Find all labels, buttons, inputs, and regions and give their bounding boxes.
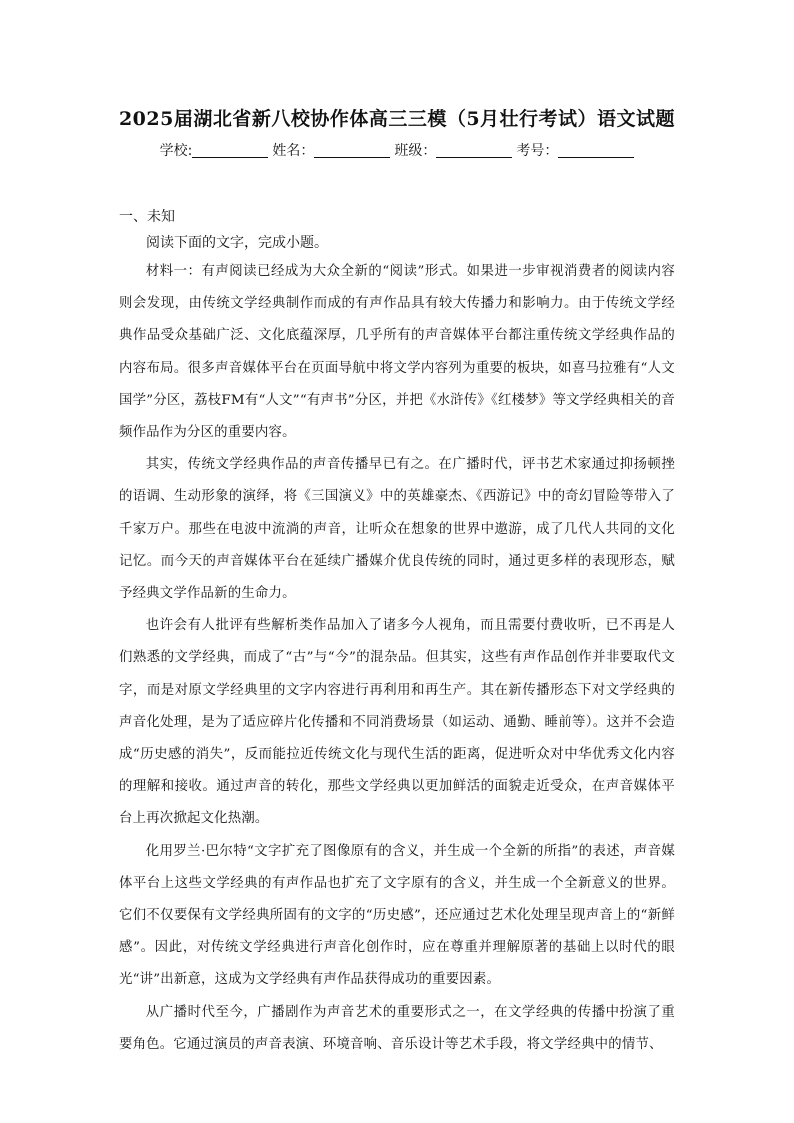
class-blank[interactable] <box>436 143 512 158</box>
exam-title: 2025届湖北省新八校协作体高三三模（5月壮行考试）语文试题 <box>118 108 676 130</box>
number-blank[interactable] <box>558 143 634 158</box>
name-label: 姓名： <box>272 143 315 159</box>
class-label: 班级： <box>394 143 437 159</box>
passage-paragraph: 也许会有人批评有些解析类作品加入了诸多今人视角，而且需要付费收听，已不再是人们熟悉的文学经典，而成了“古”与“今”的混杂品。但其实，这些有声作品创作并非要取代文字，而是对原文学经典里的文字内容进行再利用和再生产。其在新传播形态下对文学经典的声音化处理，是为了适应碎片化传播和不同消费场景（如运动、通勤、睡前等）。这并不会造成“历史感的消失”，反而能拉近传统文化与现代生活的距离，促进听众对中华优秀文化内容的理解和接收。通过声音的转化，那些文学经典以更加鲜活的面貌走近受众，在声音媒体平台上再次掀起文化热潮。 <box>119 618 675 827</box>
passage-paragraph: 其实，传统文学经典作品的声音传播早已有之。在广播时代，评书艺术家通过抑扬顿挫的语调、生动形象的演绎，将《三国演义》中的英雄豪杰、《西游记》中的奇幻冒险等带入了千家万户。那些在电波中流淌的声音，让听众在想象的世界中遨游，成了几代人共同的文化记忆。而今天的声音媒体平台在延续广播媒介优良传统的同时，通过更多样的表现形态，赋予经典文学作品新的生命力。 <box>119 457 675 602</box>
school-label: 学校: <box>159 143 193 159</box>
passage-paragraph: 从广播时代至今，广播剧作为声音艺术的重要形式之一，在文学经典的传播中扮演了重要角色。它通过演员的声音表演、环境音响、音乐设计等艺术手段，将文学经典中的情节、 <box>119 1004 675 1052</box>
passage-paragraph: 化用罗兰·巴尔特“文字扩充了图像原有的含义，并生成一个全新的所指”的表述，声音媒体平台上这些文学经典的有声作品也扩充了文字原有的含义，并生成一个全新意义的世界。它们不仅要保有文学经典所固有的文字的“历史感”，还应通过艺术化处理呈现声音上的“新鲜感”。因此，对传统文学经典进行声音化创作时，应在尊重并理解原著的基础上以时代的眼光“讲”出新意，这成为文学经典有声作品获得成功的重要因素。 <box>119 843 675 988</box>
reading-instruction: 阅读下面的文字，完成小题。 <box>146 235 328 251</box>
section-heading: 一、未知 <box>119 209 175 225</box>
number-label: 考号： <box>516 143 559 159</box>
name-blank[interactable] <box>314 143 390 158</box>
student-info-line <box>0 140 794 160</box>
reading-passage <box>119 256 675 1061</box>
school-blank[interactable] <box>192 143 268 158</box>
passage-paragraph: 材料一：有声阅读已经成为大众全新的“阅读”形式。如果进一步审视消费者的阅读内容则会发现，由传统文学经典制作而成的有声作品具有较大传播力和影响力。由于传统文学经典作品受众基础广泛、文化底蕴深厚，几乎所有的声音媒体平台都注重传统文学经典作品的内容布局。很多声音媒体平台在页面导航中将文学内容列为重要的板块，如喜马拉雅有“人文国学”分区，荔枝FM有“人文”“有声书”分区，并把《水浒传》《红楼梦》等文学经典相关的音频作品作为分区的重要内容。 <box>119 264 675 441</box>
